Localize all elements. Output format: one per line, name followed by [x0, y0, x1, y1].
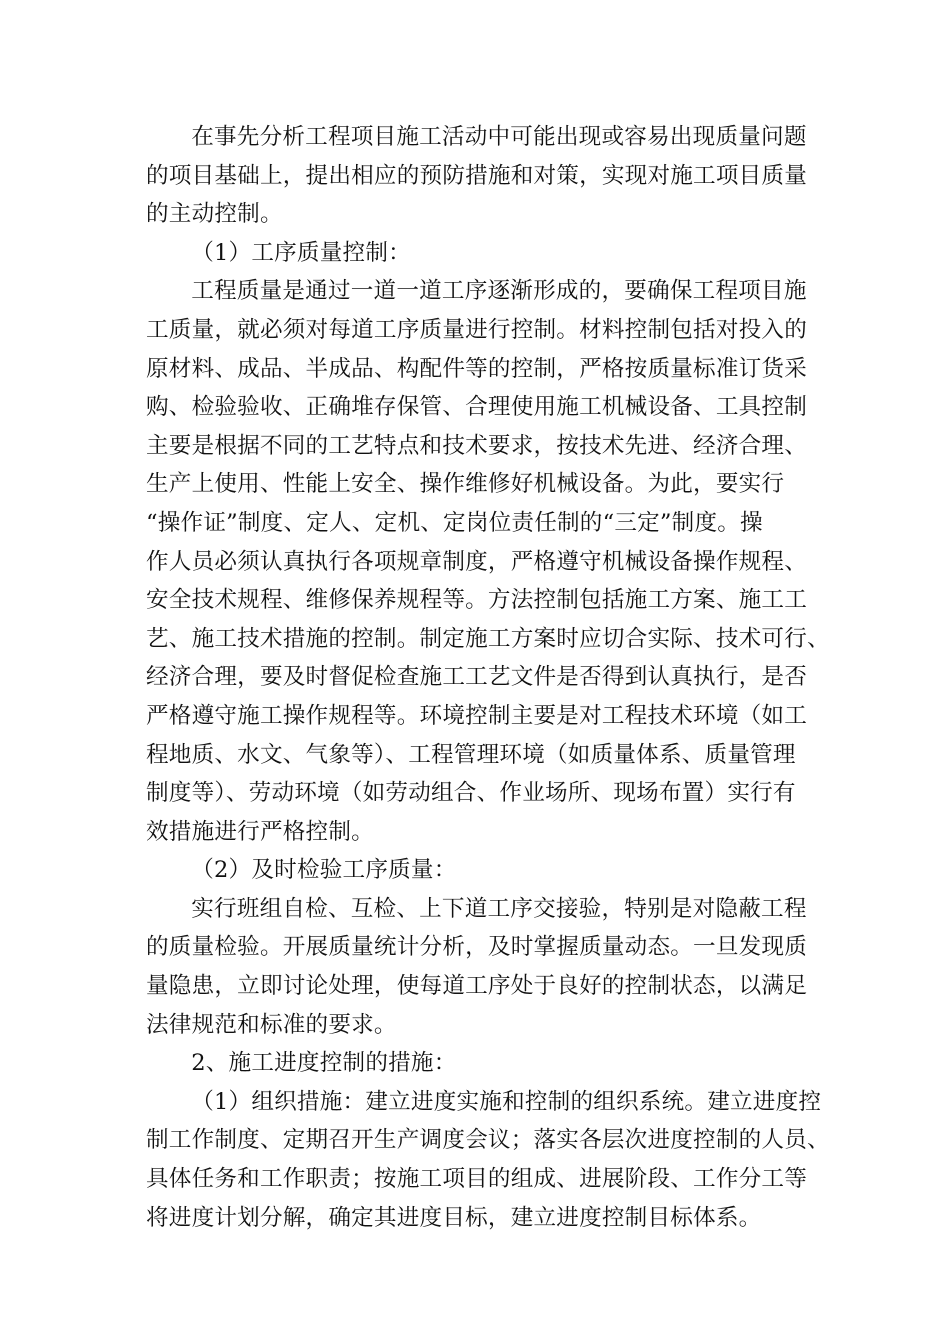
text-line: 具体任务和工作职责；按施工项目的组成、进展阶段、工作分工等 — [146, 1166, 808, 1193]
text-line: （1）组织措施：建立进度实施和控制的组织系统。建立进度控 — [191, 1088, 822, 1115]
section-heading: （2）及时检验工序质量： — [191, 857, 457, 884]
text-line: 实行班组自检、互检、上下道工序交接验，特别是对隐蔽工程 — [191, 895, 807, 922]
text-line: 效措施进行严格控制。 — [146, 818, 374, 845]
text-line: 工程质量是通过一道一道工序逐渐形成的，要确保工程项目施 — [191, 278, 807, 305]
text-line: “操作证”制度、定人、定机、定岗位责任制的“三定”制度。操 — [146, 509, 763, 536]
text-line: 制度等）、劳动环境（如劳动组合、作业场所、现场布置）实行有 — [146, 780, 796, 807]
text-line: 在事先分析工程项目施工活动中可能出现或容易出现质量问题 — [191, 124, 807, 150]
text-line: 原材料、成品、半成品、构配件等的控制，严格按质量标准订货采 — [146, 355, 808, 382]
text-line: 的主动控制。 — [146, 201, 283, 228]
text-line: 主要是根据不同的工艺特点和技术要求，按技术先进、经济合理、 — [146, 432, 808, 459]
text-line: 将进度计划分解，确定其进度目标，建立进度控制目标体系。 — [146, 1204, 762, 1231]
paragraph-organization-measures — [146, 1083, 830, 1237]
text-line: 经济合理，要及时督促检查施工工艺文件是否得到认真执行，是否 — [146, 664, 808, 691]
text-line: 制工作制度、定期召开生产调度会议；落实各层次进度控制的人员、 — [146, 1127, 830, 1154]
text-line: 法律规范和标准的要求。 — [146, 1011, 397, 1038]
text-line: 量隐患，立即讨论处理，使每道工序处于良好的控制状态，以满足 — [146, 973, 808, 1000]
paragraph-process-quality — [146, 272, 830, 851]
text-line: 的质量检验。开展质量统计分析，及时掌握质量动态。一旦发现质 — [146, 934, 808, 961]
text-line: 程地质、水文、气象等）、工程管理环境（如质量体系、质量管理 — [146, 741, 796, 768]
text-line: 购、检验验收、正确堆存保管、合理使用施工机械设备、工具控制 — [146, 394, 808, 421]
text-line: 作人员必须认真执行各项规章制度，严格遵守机械设备操作规程、 — [146, 548, 808, 575]
text-line: 的项目基础上，提出相应的预防措施和对策，实现对施工项目质量 — [146, 162, 808, 189]
text-line: 安全技术规程、维修保养规程等。方法控制包括施工方案、施工工 — [146, 587, 808, 614]
text-line: 工质量，就必须对每道工序质量进行控制。材料控制包括对投入的 — [146, 316, 808, 343]
text-line: 生产上使用、性能上安全、操作维修好机械设备。为此，要实行 — [146, 471, 785, 498]
heading-schedule-control — [146, 1044, 826, 1083]
text-line: 艺、施工技术措施的控制。制定施工方案时应切合实际、技术可行、 — [146, 625, 830, 652]
heading-process-quality-control — [146, 234, 826, 273]
section-heading: 2、施工进度控制的措施： — [191, 1050, 457, 1077]
heading-inspection — [146, 851, 826, 890]
document-body — [146, 118, 830, 1237]
text-line: 严格遵守施工操作规程等。环境控制主要是对工程技术环境（如工 — [146, 702, 808, 729]
paragraph-inspection — [146, 890, 826, 1044]
paragraph-intro — [146, 118, 826, 234]
section-heading: （1）工序质量控制： — [191, 239, 411, 266]
